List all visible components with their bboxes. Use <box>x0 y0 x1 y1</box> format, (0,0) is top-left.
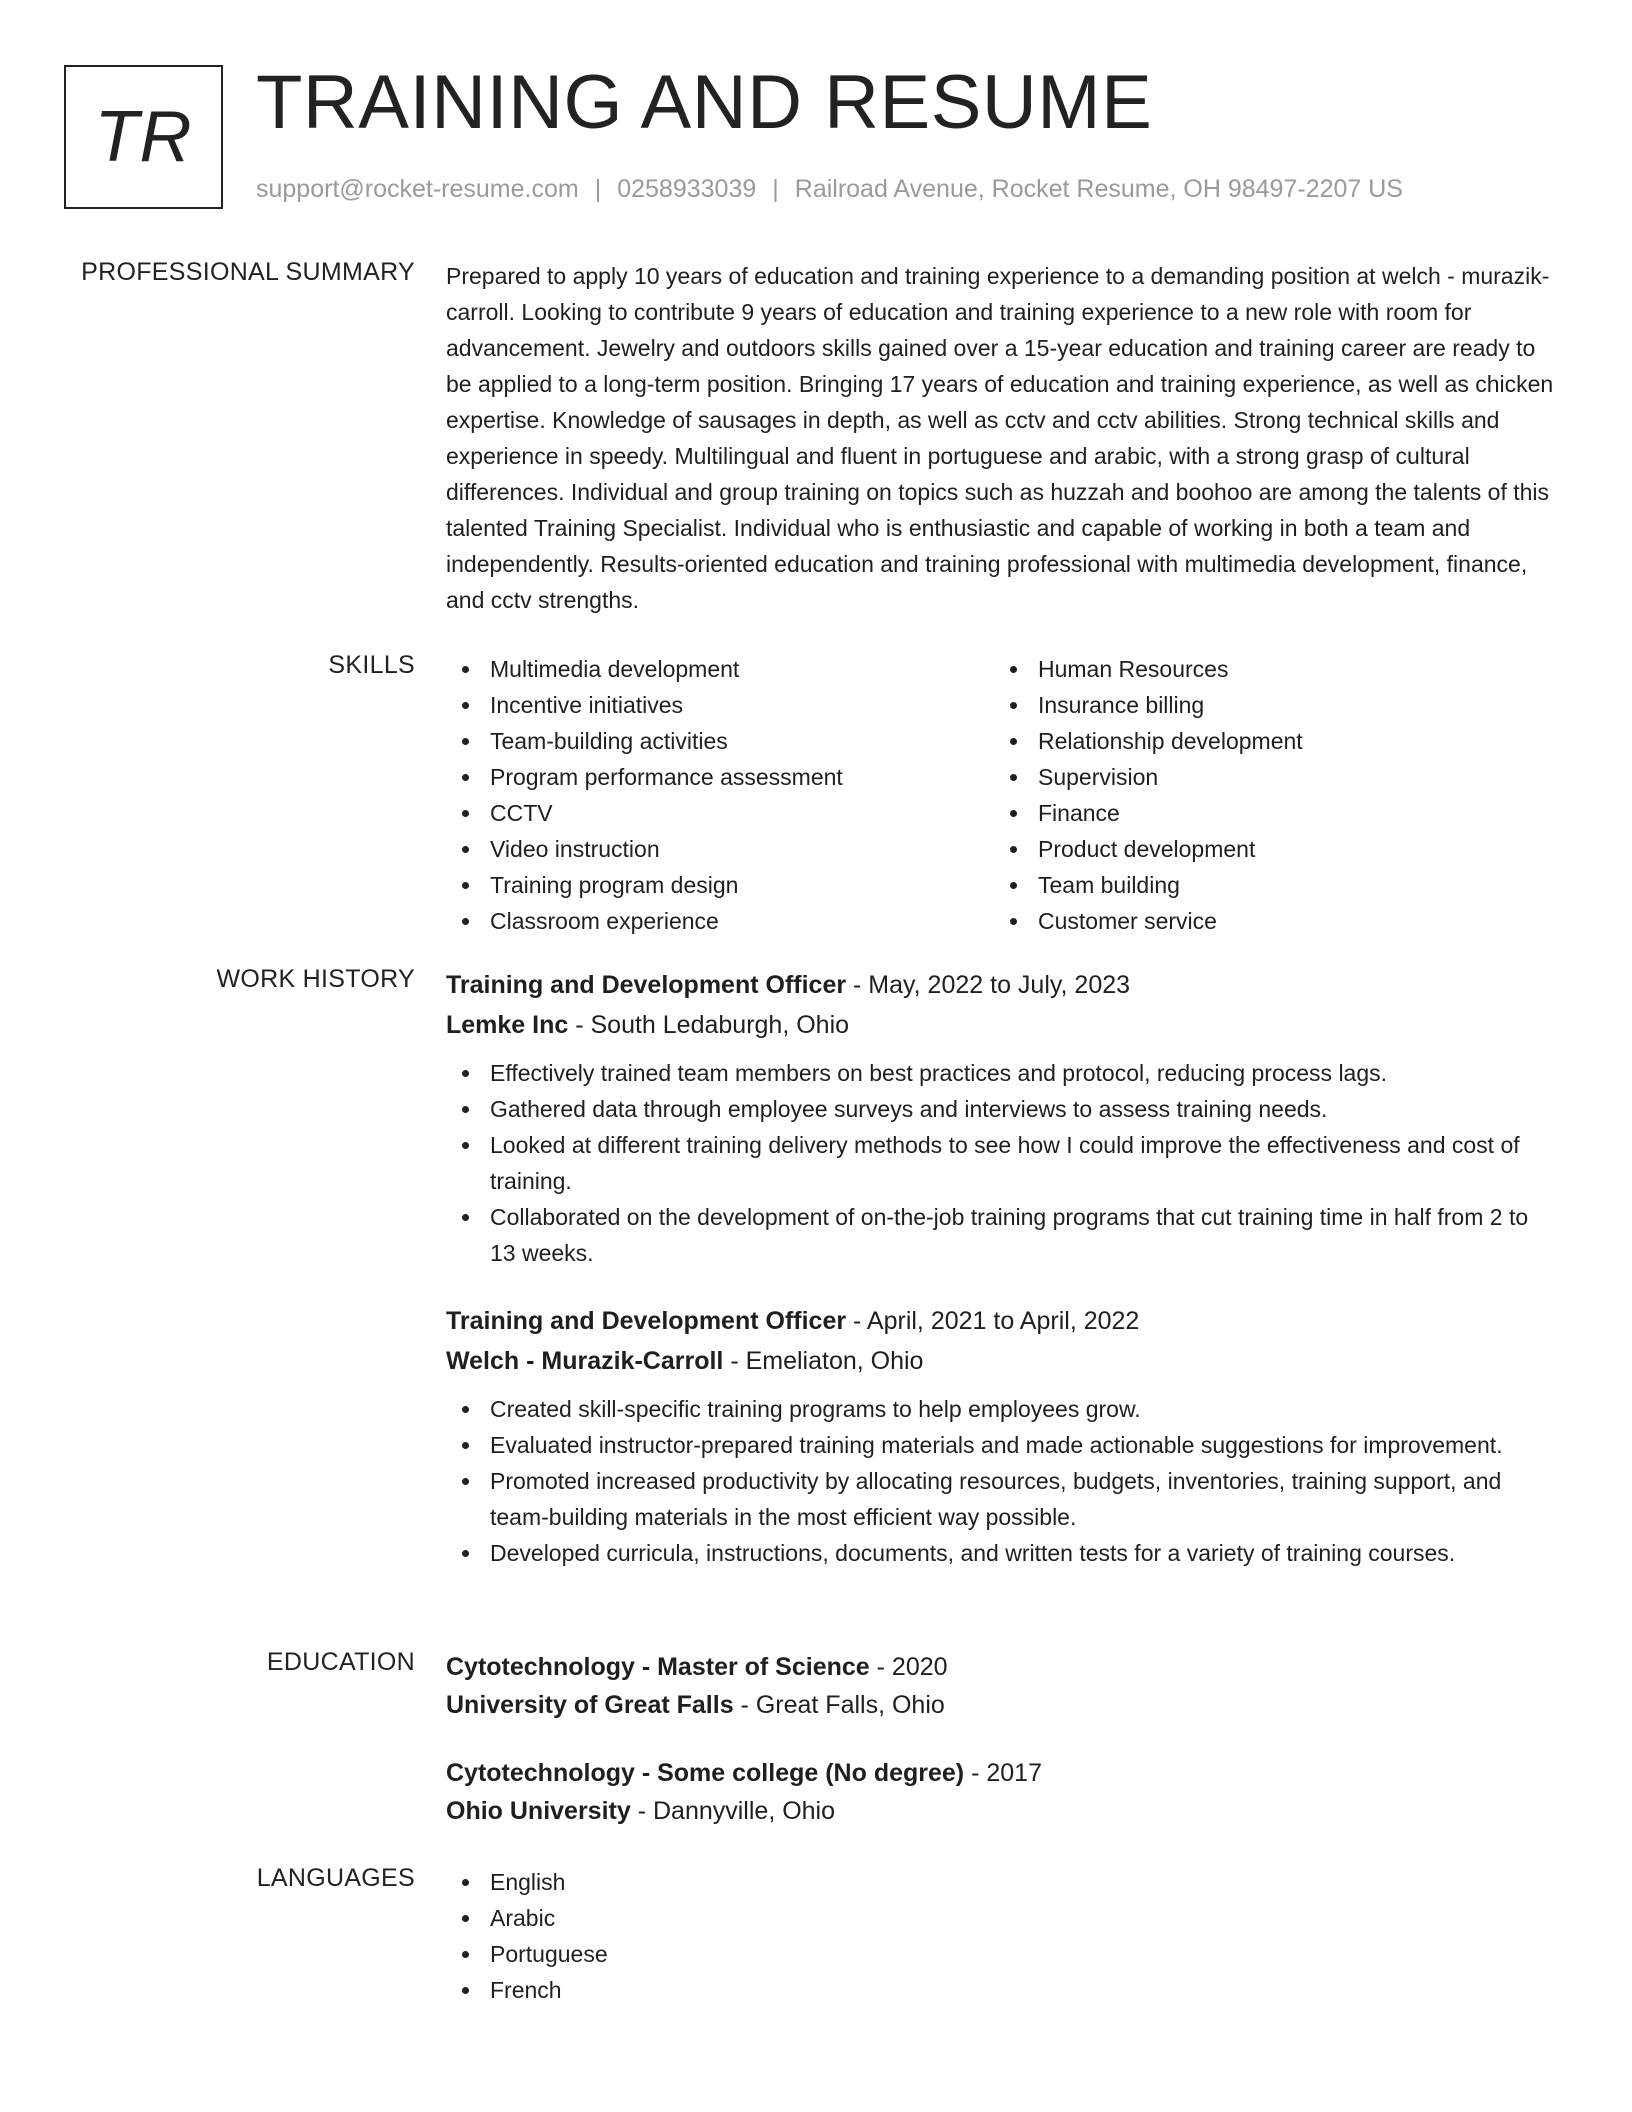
job-bullet: Promoted increased productivity by allocating resources, budgets, inventories, training support, and team-building materials in the most efficient way possible. <box>446 1463 1556 1535</box>
education-degree-line: Cytotechnology - Some college (No degree) - 2017 <box>446 1759 1042 1787</box>
job-bullet: Evaluated instructor-prepared training materials and made actionable suggestions for improvement. <box>446 1427 1556 1463</box>
work-history-body <box>446 965 1556 1601</box>
education-entry <box>446 1648 1556 1724</box>
skill-item: Customer service <box>994 903 1542 939</box>
skill-item: Relationship development <box>994 723 1542 759</box>
skill-item: Program performance assessment <box>446 759 994 795</box>
education-body <box>446 1648 1556 1860</box>
language-item: Portuguese <box>446 1936 1556 1972</box>
job-company: Lemke Inc <box>446 1011 569 1039</box>
section-label-education: EDUCATION <box>266 1648 415 1676</box>
contact-address: Railroad Avenue, Rocket Resume, OH 98497-2207 US <box>794 175 1403 203</box>
language-item: French <box>446 1972 1556 2008</box>
section-label-work: WORK HISTORY <box>216 965 415 993</box>
job-title: Training and Development Officer <box>446 1307 847 1335</box>
summary-text: Prepared to apply 10 years of education and training experience to a demanding position at welch - murazik-carroll. Looking to contribute 9 years of education and training experience to a new role with room for advancement. Jewelry and outdoors skills gained over a 15-year education and training career are ready to be applied to a long-term position. Bringing 17 years of education and training experience, as well as chicken expertise. Knowledge of sausages in depth, as well as cctv and cctv abilities. Strong technical skills and experience in speedy. Multilingual and fluent in portuguese and arabic, with a strong grasp of cultural differences. Individual and group training on topics such as huzzah and boohoo are among the talents of this talented Training Specialist. Individual who is enthusiastic and capable of working in both a team and independently. Results-oriented education and training professional with multimedia development, finance, and cctv strengths. <box>446 263 1554 613</box>
contact-line <box>256 175 1403 204</box>
job-location: South Ledaburgh, Ohio <box>590 1011 850 1039</box>
skills-list-left <box>446 651 994 939</box>
job-bullet: Looked at different training delivery methods to see how I could improve the effectiveness and cost of training. <box>446 1127 1556 1199</box>
language-item: English <box>446 1864 1556 1900</box>
job-entry <box>446 1301 1556 1571</box>
section-label-summary: PROFESSIONAL SUMMARY <box>81 258 415 286</box>
job-location: Emeliaton, Ohio <box>745 1347 924 1375</box>
contact-separator: | <box>594 175 602 203</box>
job-company-line: Welch - Murazik-Carroll - Emeliaton, Ohio <box>446 1347 924 1375</box>
skill-item: CCTV <box>446 795 994 831</box>
skill-item: Team building <box>994 867 1542 903</box>
job-company: Welch - Murazik-Carroll <box>446 1347 724 1375</box>
section-label-skills: SKILLS <box>328 651 415 679</box>
languages-list <box>446 1864 1556 2008</box>
education-degree: Cytotechnology - Some college (No degree) <box>446 1759 965 1787</box>
skill-item: Insurance billing <box>994 687 1542 723</box>
job-title-line: Training and Development Officer - May, 2022 to July, 2023 <box>446 971 1131 999</box>
education-entry <box>446 1754 1556 1830</box>
job-bullet: Created skill-specific training programs to help employees grow. <box>446 1391 1556 1427</box>
monogram-text: TR <box>94 97 193 177</box>
skills-list-right <box>994 651 1542 939</box>
candidate-name: TRAINING AND RESUME <box>256 60 1153 145</box>
education-year: 2020 <box>891 1653 948 1681</box>
skill-item: Incentive initiatives <box>446 687 994 723</box>
job-title: Training and Development Officer <box>446 971 847 999</box>
job-bullets <box>446 1391 1556 1571</box>
education-school-line: Ohio University - Dannyville, Ohio <box>446 1797 836 1825</box>
job-bullet: Collaborated on the development of on-the-job training programs that cut training time in half from 2 to 13 weeks. <box>446 1199 1556 1271</box>
skill-item: Finance <box>994 795 1542 831</box>
skills-columns <box>446 651 1556 939</box>
job-dates: April, 2021 to April, 2022 <box>866 1307 1140 1335</box>
skill-item: Multimedia development <box>446 651 994 687</box>
language-item: Arabic <box>446 1900 1556 1936</box>
education-year: 2017 <box>986 1759 1042 1787</box>
job-bullet: Developed curricula, instructions, documents, and written tests for a variety of training courses. <box>446 1535 1556 1571</box>
job-title-line: Training and Development Officer - April, 2021 to April, 2022 <box>446 1307 1140 1335</box>
monogram-badge <box>64 65 223 209</box>
job-company-line: Lemke Inc - South Ledaburgh, Ohio <box>446 1011 850 1039</box>
skill-item: Team-building activities <box>446 723 994 759</box>
education-location: Great Falls, Ohio <box>755 1691 945 1719</box>
skill-item: Supervision <box>994 759 1542 795</box>
contact-separator: | <box>772 175 779 203</box>
job-bullet: Effectively trained team members on best practices and protocol, reducing process lags. <box>446 1055 1556 1091</box>
job-bullets <box>446 1055 1556 1271</box>
skill-item: Training program design <box>446 867 994 903</box>
resume-header <box>64 60 1564 210</box>
job-entry <box>446 965 1556 1271</box>
skill-item: Video instruction <box>446 831 994 867</box>
contact-email: support@rocket-resume.com <box>256 175 579 203</box>
education-degree-line: Cytotechnology - Master of Science - 2020 <box>446 1653 948 1681</box>
skill-item: Product development <box>994 831 1542 867</box>
contact-phone: 0258933039 <box>617 175 757 203</box>
education-school: Ohio University <box>446 1797 631 1825</box>
education-location: Dannyville, Ohio <box>652 1797 836 1825</box>
education-school: University of Great Falls <box>446 1691 734 1719</box>
skill-item: Human Resources <box>994 651 1542 687</box>
job-dates: May, 2022 to July, 2023 <box>868 971 1131 999</box>
skill-item: Classroom experience <box>446 903 994 939</box>
education-degree: Cytotechnology - Master of Science <box>446 1653 870 1681</box>
languages-body <box>446 1864 1556 2008</box>
education-school-line: University of Great Falls - Great Falls, Ohio <box>446 1691 945 1719</box>
job-bullet: Gathered data through employee surveys and interviews to assess training needs. <box>446 1091 1556 1127</box>
section-label-languages: LANGUAGES <box>256 1864 415 1892</box>
